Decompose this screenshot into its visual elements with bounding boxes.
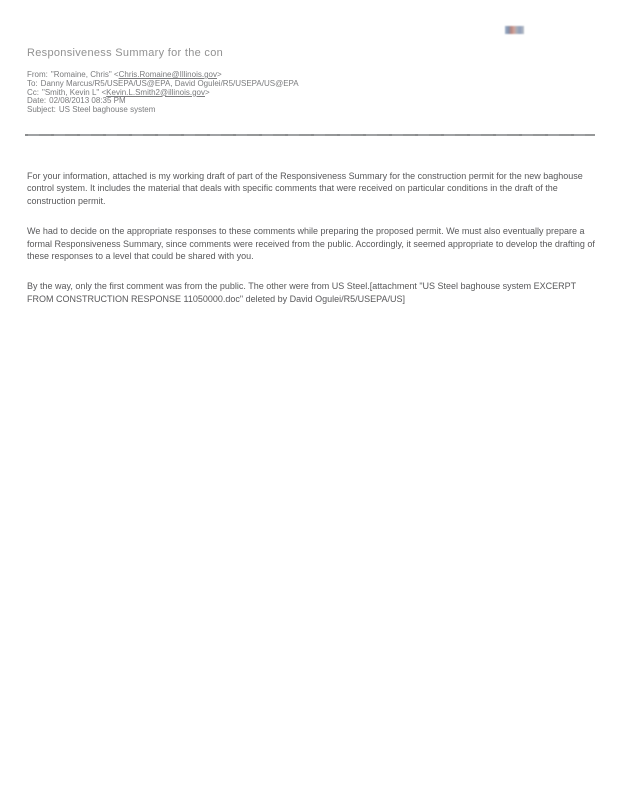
- email-body: [27, 170, 599, 323]
- date-label: Date:: [27, 96, 47, 106]
- date-value: 02/08/2013 08:35 PM: [49, 96, 126, 106]
- subject-value: US Steel baghouse system: [58, 105, 156, 115]
- page-title: Responsiveness Summary for the con: [27, 47, 224, 59]
- from-email-link[interactable]: Chris.Romaine@Illinois.gov: [118, 70, 217, 79]
- from-name: "Romaine, Chris" <: [50, 70, 119, 79]
- header-body-divider: [25, 134, 595, 136]
- subject-label: Subject:: [27, 105, 56, 115]
- scan-stamp-mark: [505, 26, 524, 34]
- cc-close: >: [205, 87, 210, 97]
- cc-label: Cc:: [27, 87, 39, 97]
- cc-name: "Smith, Kevin L" <: [42, 87, 107, 97]
- body-paragraph: We had to decide on the appropriate responses to these comments while preparing the proposed permit. We must also eventually prepare a formal Responsiveness Summary, since comments were received from the public. Accordingly, it seemed appropriate to develop the drafting of these responses to a level that could be shared with you.: [27, 226, 595, 262]
- header-subject-row: [27, 106, 299, 115]
- to-label: To:: [27, 78, 38, 88]
- cc-email-link[interactable]: Kevin.L.Smith2@illinois.gov: [106, 87, 205, 97]
- body-paragraph: By the way, only the first comment was from the public. The other were from US Steel.[attachment "US Steel baghouse system EXCERPT FROM CONSTRUCTION RESPONSE 11050000.doc" deleted by David Ogulei/R5/USEPA/US]: [27, 281, 576, 304]
- body-paragraph: For your information, attached is my working draft of part of the Responsiveness Summary for the construction permit for the new baghouse control system. It includes the material that deals with specific comments that were received on particular conditions in the draft of the construction permit.: [27, 171, 583, 206]
- to-value: Danny Marcus/R5/USEPA/US@EPA, David Ogulei/R5/USEPA/US@EPA: [40, 78, 299, 88]
- from-close: >: [216, 70, 222, 79]
- from-label: From:: [27, 70, 48, 79]
- email-header-block: [27, 71, 299, 115]
